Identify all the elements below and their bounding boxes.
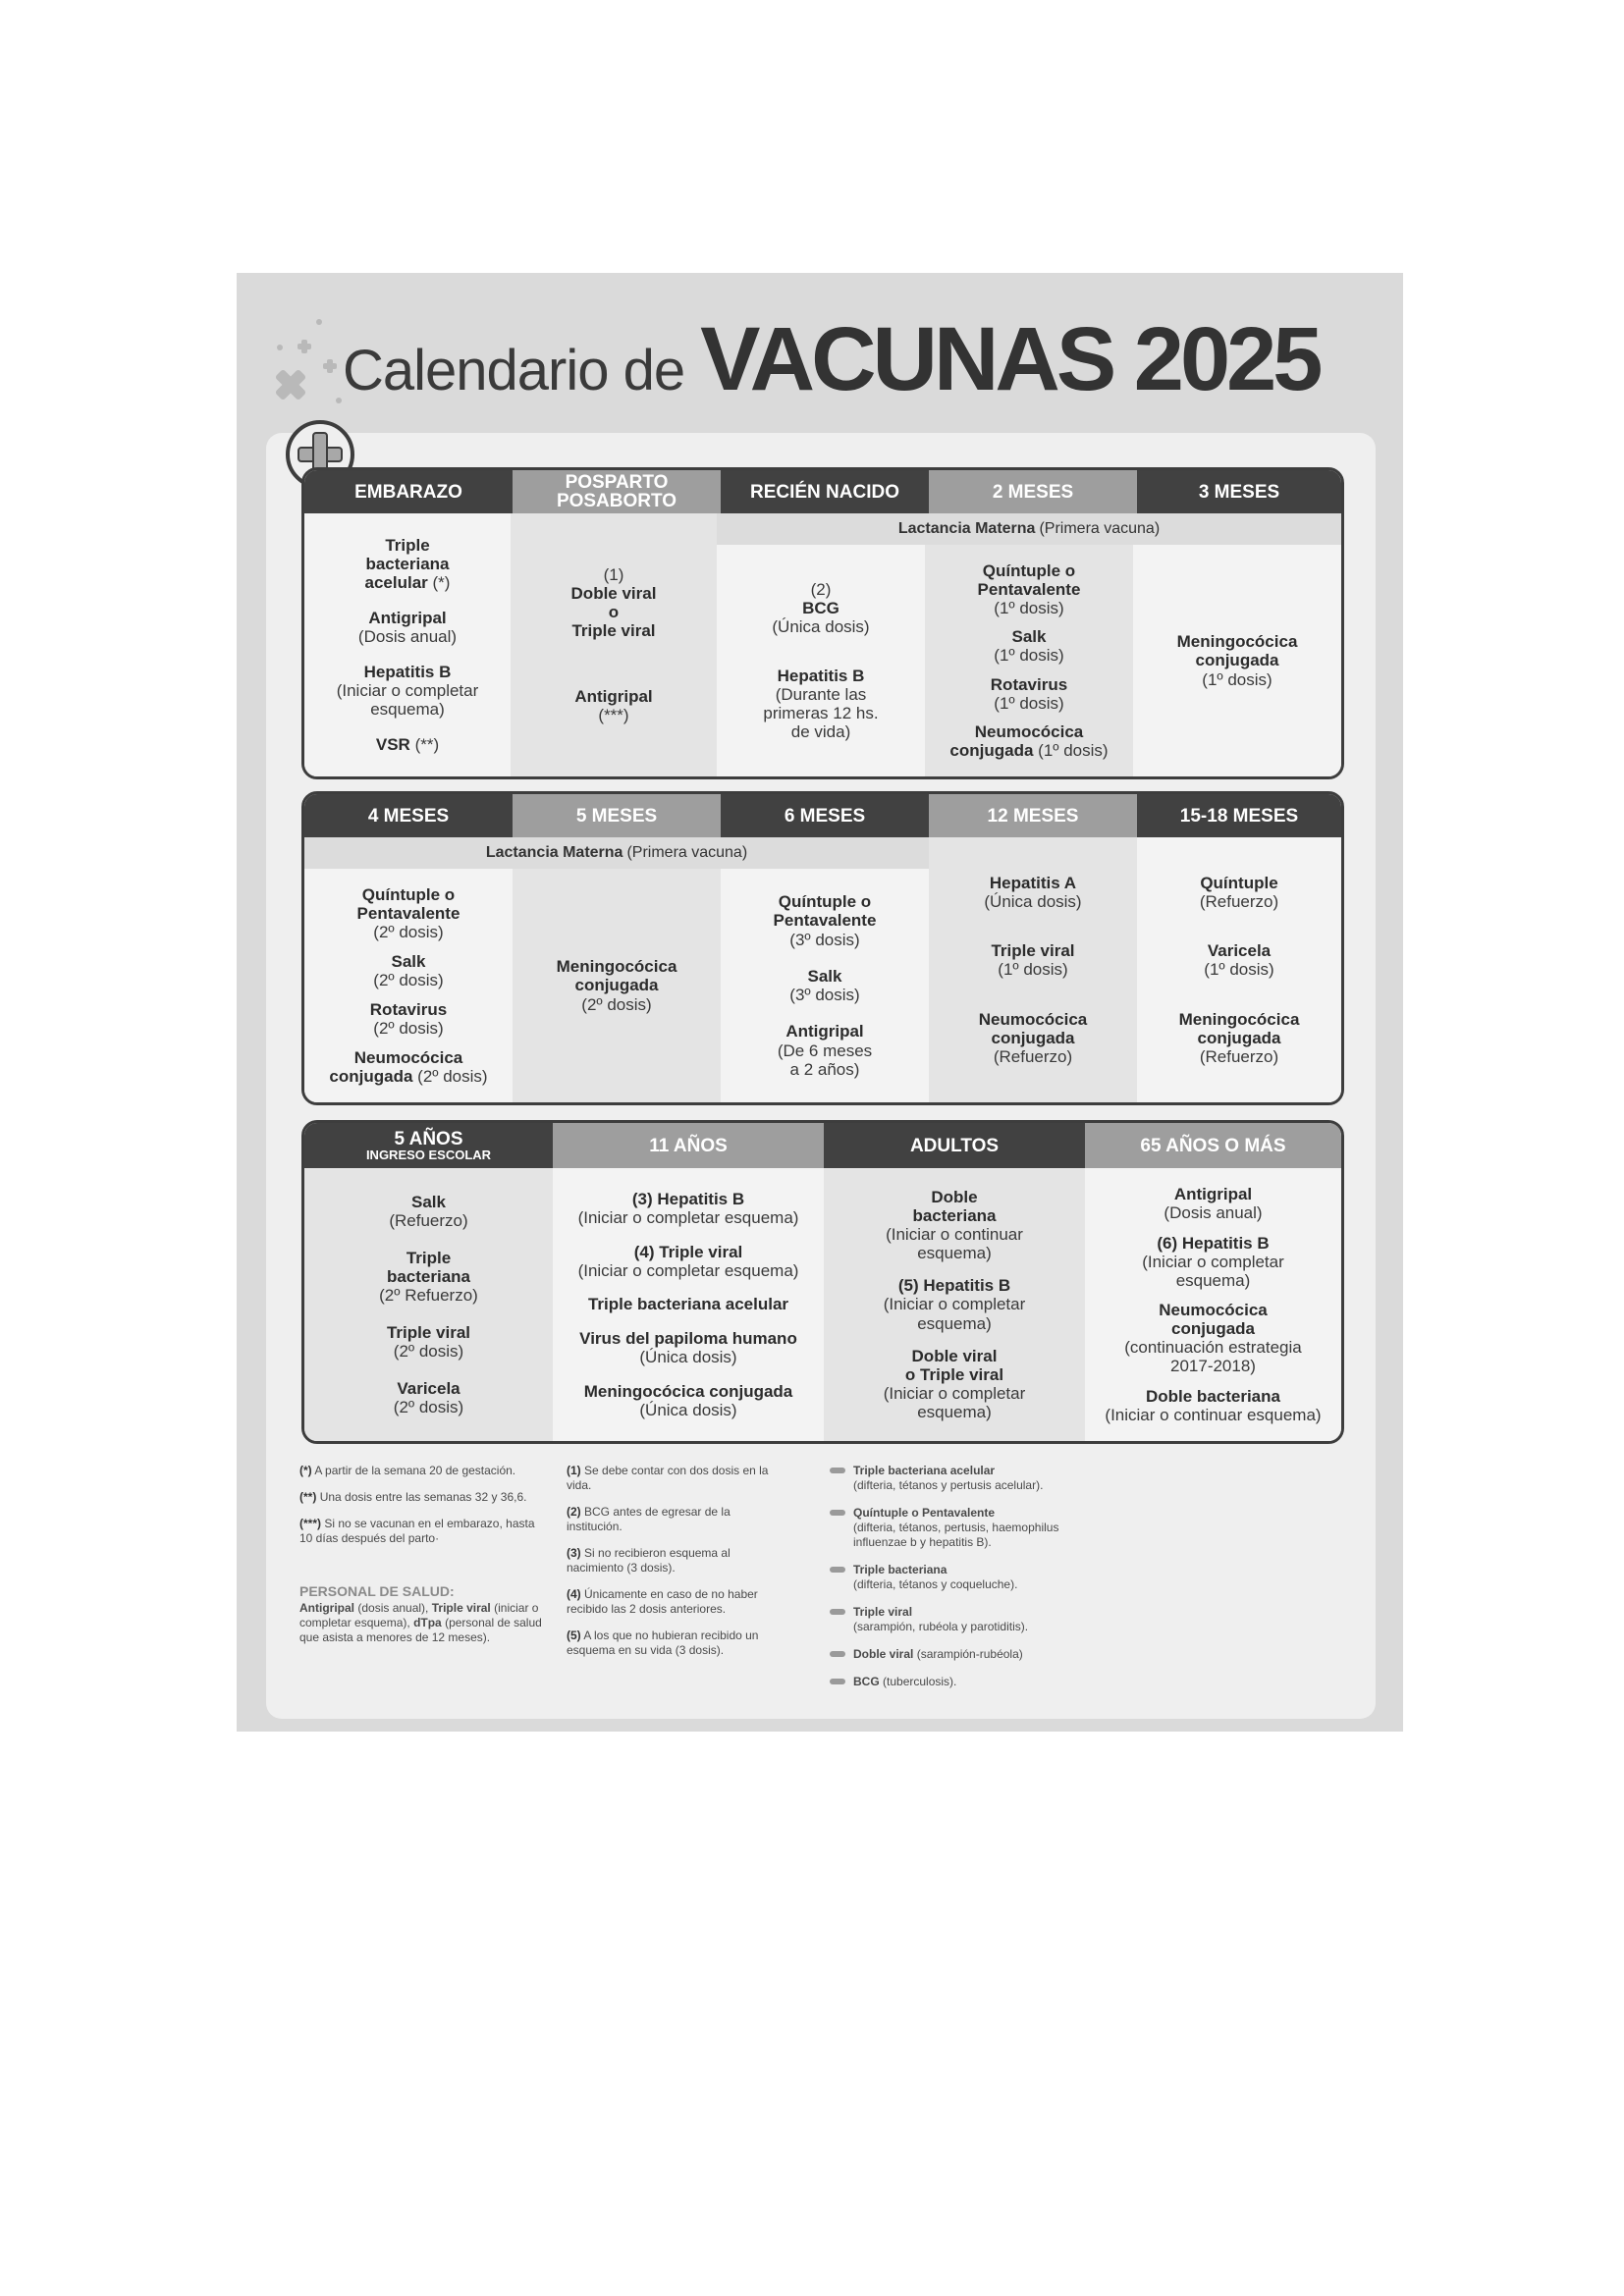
header-recien-nacido: RECIÉN NACIDO [721,470,929,513]
vt: (Dosis anual) [1164,1203,1263,1223]
vt: Triple [385,535,430,555]
vt: (De 6 meses [777,1041,873,1060]
vaccine-doble-bacteriana-65 [1105,1387,1321,1424]
title-main: VACUNAS 2025 [700,309,1320,409]
vaccine-salk [994,627,1063,665]
vaccine-triple-viral [991,941,1074,979]
vaccine-meningococica-refuerzo [1179,1010,1300,1066]
vaccine-meningococica-2 [557,957,677,1013]
legend-item [830,1647,1085,1662]
vt: (3) Hepatitis B [631,1189,745,1208]
vt: Triple [406,1248,452,1267]
vt: (2º Refuerzo) [379,1286,478,1305]
vaccine-vph [579,1329,797,1366]
staff-text: (iniciar o completar esquema), [299,1600,539,1629]
header-11-anos: 11 AÑOS [553,1123,824,1168]
vt: Doble viral [570,584,657,604]
note-mark: (***) [299,1517,322,1530]
vt: conjugada [329,1067,413,1086]
vt: Hepatitis B [777,666,865,685]
lactancia-group-1 [717,513,1341,776]
vt: (***) [598,705,629,724]
vaccine-salk-refuerzo [389,1193,467,1230]
col-6-meses [721,869,929,1102]
note-asterisk-1 [299,1464,545,1478]
header-3-meses: 3 MESES [1137,470,1341,513]
vt: (2º dosis) [373,923,444,941]
vt: Triple viral [386,1322,471,1342]
vt: Quíntuple o [982,561,1076,580]
vt: bacteriana [365,554,450,573]
vaccine-hepatitis-b-rn [763,667,878,741]
note-text: Se debe contar con dos dosis en la vida. [567,1464,769,1492]
header-5-anos-title: 5 AÑOS [394,1129,463,1149]
vt: o Triple viral [904,1364,1004,1384]
bullet-bar-icon [830,1510,845,1516]
vt: (3º dosis) [789,930,860,949]
legend-item [830,1675,1085,1689]
col-recien-nacido [717,545,925,776]
vt: (Iniciar o completar esquema) [577,1207,799,1227]
vt: (1º dosis) [1202,669,1272,689]
vt: Doble [931,1188,978,1207]
legend-item [830,1464,1085,1493]
vt: (Durante las [775,684,867,704]
vt: (6) Hepatitis B [1157,1233,1270,1253]
vt: (continuación estrategia [1124,1338,1302,1358]
note-mark: (1) [567,1464,581,1477]
vaccine-antigripal-6m [778,1022,872,1078]
vaccine-vsr [376,735,439,754]
vt: (Iniciar o continuar [886,1225,1023,1245]
vt: esquema) [1175,1270,1251,1290]
vt: (Refuerzo) [389,1210,468,1230]
vaccine-varicela [1204,941,1273,979]
vaccine-quintuple-2 [357,885,460,941]
col-5-meses [513,869,721,1102]
vt: (4) Triple viral [633,1242,743,1261]
vt: esquema) [917,1402,992,1421]
vt: (3º dosis) [789,986,860,1004]
vt: Antigripal [785,1022,864,1041]
vt: acelular [364,573,428,592]
vt: conjugada [574,976,659,995]
staff-vaccine: Antigripal [299,1600,354,1615]
vt: (1º dosis) [994,598,1064,617]
vt: esquema) [917,1313,992,1333]
vt: (Iniciar o completar [883,1295,1026,1314]
vt: conjugada [1195,651,1279,670]
vaccine-hepatitis-b-11 [578,1190,799,1227]
vaccine-triple-viral-11 [578,1243,799,1280]
vt: Doble bacteriana [1145,1386,1280,1406]
vt: Rotavirus [369,999,448,1019]
vt: (Iniciar o completar [336,681,479,700]
vt: (1º dosis) [994,693,1064,713]
vt: Triple viral [991,941,1075,961]
vt: (1º dosis) [1038,741,1109,761]
bullet-bar-icon [830,1609,845,1615]
note-text: BCG antes de egresar de la institución. [567,1505,731,1533]
vt: primeras 12 hs. [763,703,879,722]
header-15-18-meses: 15-18 MESES [1137,794,1341,837]
vaccine-neumococica-65 [1124,1301,1302,1375]
section-4-18-meses [301,791,1344,1105]
note-mark: (**) [299,1490,317,1504]
vt: bacteriana [386,1266,471,1286]
staff-text: (dosis anual), [357,1600,429,1615]
legend [830,1464,1085,1702]
vt: conjugada [1170,1319,1255,1339]
vt: Antigripal [1173,1185,1253,1204]
bullet-bar-icon [830,1651,845,1657]
vt: Neumocócica [974,722,1084,742]
vt: conjugada [1197,1028,1281,1047]
vt: Neumocócica [1159,1301,1268,1320]
col-5-anos [304,1168,553,1441]
vt: Rotavirus [990,674,1068,694]
note-text: Únicamente en caso de no haber recibido las 2 dosis anteriores. [567,1587,758,1616]
bullet-bar-icon [830,1468,845,1473]
vaccine-antigripal [358,609,457,646]
header-5-meses: 5 MESES [513,794,721,837]
vt: (2) [810,580,832,600]
vaccine-varicela-5 [394,1379,463,1416]
vt: 2017-2018) [1170,1357,1256,1376]
legend-desc: (sarampión, rubéola y parotiditis). [853,1620,1029,1633]
col-12-meses [929,837,1137,1102]
vt: (**) [414,735,440,754]
footnotes-col-2 [567,1464,779,1670]
header-2-meses: 2 MESES [929,470,1137,513]
title-prefix: Calendario de [343,339,685,402]
vt: Pentavalente [356,903,460,923]
vt: Virus del papiloma humano [579,1329,797,1349]
staff-text: (personal de salud que asista a menores de 12 meses). [299,1615,542,1644]
header-12-meses: 12 MESES [929,794,1137,837]
vaccine-meningococica-11 [584,1382,793,1419]
note-mark: (4) [567,1587,581,1601]
vt: (1º dosis) [1204,960,1274,980]
vt: (2º dosis) [393,1398,464,1416]
vt: Hepatitis B [363,662,452,681]
vt: (1) [603,565,624,585]
vaccine-triple-bacteriana [365,536,451,592]
vt: VSR [375,735,410,754]
vt: o [608,603,620,622]
vaccine-meningococica [1177,632,1298,688]
vt: Antigripal [574,686,653,706]
vt: conjugada [949,741,1034,761]
vt: (Única dosis) [639,1348,737,1367]
header-5-anos [304,1123,553,1168]
legend-name: Triple bacteriana [853,1563,947,1576]
vt: (Iniciar o completar [1142,1252,1284,1271]
col-adultos [824,1168,1085,1441]
vaccine-doble-viral-adultos [884,1347,1026,1421]
vaccine-antigripal-posparto [574,687,652,724]
note-text: A partir de la semana 20 de gestación. [314,1464,516,1477]
vt: Neumocócica [978,1009,1088,1029]
vt: Quíntuple [1200,874,1278,893]
vt: a 2 años) [789,1059,860,1079]
vt: Quíntuple o [778,892,872,912]
note-asterisk-3 [299,1517,545,1546]
col-3-meses [1133,545,1341,776]
vaccine-neumococica [949,722,1108,760]
page-title [343,308,1319,411]
vt: BCG [802,599,839,618]
header-posparto [513,470,721,513]
vt: Pentavalente [773,911,877,931]
vt: Triple bacteriana acelular [587,1295,789,1314]
col-2-meses [925,545,1133,776]
footnotes-col-1 [299,1464,545,1645]
header-adultos: ADULTOS [824,1123,1085,1168]
vt: Varicela [397,1378,460,1398]
vt: (Iniciar o completar [883,1383,1026,1403]
vt: Salk [391,951,426,971]
vt: Meningocócica conjugada [583,1382,793,1402]
lactancia-band-2 [304,837,929,869]
note-1 [567,1464,779,1493]
col-posparto [511,513,717,776]
lactancia-rest: (Primera vacuna) [626,844,748,861]
note-text: Una dosis entre las semanas 32 y 36,6. [319,1490,527,1504]
legend-item [830,1605,1085,1634]
vaccine-hepatitis-b-adultos [884,1276,1026,1332]
note-asterisk-2 [299,1490,545,1505]
personal-salud-text [299,1601,545,1645]
vt: Salk [1011,627,1047,647]
vt: esquema) [917,1244,992,1263]
header-6-meses: 6 MESES [721,794,929,837]
header-posparto-l1: POSPARTO [565,472,669,493]
vt: de vida) [790,721,851,741]
vt: Salk [411,1192,446,1211]
note-5 [567,1629,779,1658]
vaccine-hepatitis-b [337,663,479,719]
col-embarazo [304,513,511,776]
staff-vaccine: dTpa [413,1615,442,1629]
vt: Doble viral [911,1346,998,1365]
vaccine-hepatitis-b-65 [1142,1234,1284,1290]
section-5anos-65 [301,1120,1344,1444]
note-text: A los que no hubieran recibido un esquema en su vida (3 dosis). [567,1629,759,1657]
staff-vaccine: Triple viral [431,1600,491,1615]
bullet-bar-icon [830,1679,845,1684]
vaccine-neumococica-refuerzo [979,1010,1088,1066]
vt: (2º dosis) [417,1067,488,1086]
vt: Antigripal [368,608,447,627]
bullet-bar-icon [830,1567,845,1573]
header-embarazo: EMBARAZO [304,470,513,513]
vt: Meningocócica [1176,632,1298,652]
col-15-18-meses [1137,837,1341,1102]
vt: (Refuerzo) [993,1046,1073,1066]
legend-item [830,1563,1085,1592]
vaccine-bcg [772,580,869,636]
vaccine-triple-bacteriana-5 [379,1249,478,1305]
personal-salud-title: PERSONAL DE SALUD: [299,1583,455,1599]
vt: Pentavalente [977,579,1081,599]
vt: esquema) [370,700,445,720]
vt: (Refuerzo) [1199,892,1279,912]
vt: Meningocócica [556,957,677,977]
legend-desc: (difteria, tétanos y coqueluche). [853,1577,1018,1591]
vt: (Refuerzo) [1199,1046,1279,1066]
legend-name: BCG [853,1675,880,1688]
vaccine-triple-bacteriana-acelular [588,1295,788,1313]
lactancia-rest: (Primera vacuna) [1039,520,1161,537]
legend-desc: (tuberculosis). [883,1675,957,1688]
note-4 [567,1587,779,1617]
vt: (2º dosis) [581,994,652,1014]
legend-desc: (difteria, tétanos y pertusis acelular). [853,1478,1044,1492]
vaccine-triple-viral-5 [387,1323,470,1361]
section-embarazo-3meses [301,467,1344,779]
header-5-anos-sub: INGRESO ESCOLAR [365,1148,492,1162]
vaccine-doble-bacteriana [886,1188,1023,1262]
note-2 [567,1505,779,1534]
lactancia-bold: Lactancia Materna [897,520,1036,537]
lactancia-bold: Lactancia Materna [485,844,623,861]
vaccine-salk-2 [373,952,443,989]
vt: Hepatitis A [989,874,1077,893]
legend-item [830,1506,1085,1550]
col-65-anos [1085,1168,1341,1441]
vaccine-rotavirus-2 [370,1000,447,1038]
vaccine-antigripal-65 [1164,1185,1262,1222]
note-mark: (5) [567,1629,581,1642]
vaccine-rotavirus [991,675,1067,713]
col-11-anos [553,1168,824,1441]
vt: (Única dosis) [772,617,870,637]
note-mark: (3) [567,1546,581,1560]
note-mark: (2) [567,1505,581,1519]
vt: Salk [807,966,842,986]
col-4-meses [304,869,513,1102]
vt: Quíntuple o [361,884,456,904]
vaccine-salk-3 [789,967,859,1004]
note-mark: (*) [299,1464,312,1477]
vt: conjugada [991,1028,1075,1047]
legend-desc: (difteria, tétanos, pertusis, haemophilus influenzae b y hepatitis B). [853,1521,1059,1549]
vaccine-quintuple-3 [774,892,877,948]
vt: (Única dosis) [639,1401,737,1420]
vt: bacteriana [912,1206,997,1226]
vt: (1º dosis) [994,646,1064,666]
vaccine-hepatitis-a [984,874,1081,911]
header-4-meses: 4 MESES [304,794,513,837]
vt: (2º dosis) [393,1342,464,1361]
vt: (Dosis anual) [357,627,458,646]
calendar-sheet [237,273,1403,1732]
vaccine-neumococica-2 [329,1048,487,1086]
legend-name: Quíntuple o Pentavalente [853,1506,996,1520]
vt: (1º dosis) [998,960,1068,980]
vt: (2º dosis) [373,1019,444,1038]
vt: (Iniciar o completar esquema) [577,1260,799,1280]
vt: (Iniciar o continuar esquema) [1105,1405,1322,1424]
legend-name: Triple bacteriana acelular [853,1464,996,1477]
note-3 [567,1546,779,1575]
vt: Varicela [1207,941,1272,961]
header-posparto-l2: POSABORTO [556,491,677,511]
vaccine-quintuple-refuerzo [1200,874,1278,911]
note-text: Si no se vacunan en el embarazo, hasta 10 días después del parto· [299,1517,535,1545]
legend-desc: (sarampión-rubéola) [916,1647,1023,1661]
legend-name: Doble viral [853,1647,914,1661]
vt: (*) [432,573,451,592]
vaccine-quintuple [978,561,1081,617]
lactancia-band [717,513,1341,545]
lactancia-group-2 [304,837,929,1102]
vt: (Única dosis) [984,892,1082,912]
vt: Neumocócica [353,1047,463,1067]
cross-sparkle-icon [270,318,352,406]
vt: Meningocócica [1178,1009,1300,1029]
note-text: Si no recibieron esquema al nacimiento (3 dosis). [567,1546,731,1575]
vt: Triple viral [571,621,656,641]
header-65-anos: 65 AÑOS O MÁS [1085,1123,1341,1168]
vt: (5) Hepatitis B [897,1276,1011,1296]
vaccine-doble-viral [571,565,657,640]
legend-name: Triple viral [853,1605,913,1619]
vt: (2º dosis) [373,971,444,989]
